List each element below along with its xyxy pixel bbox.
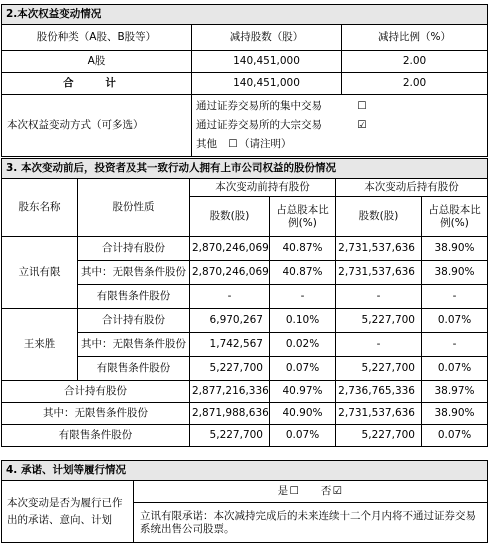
total-nature: 有限售条件股份 [2,425,190,447]
after-shares: 5,227,700 [336,425,422,447]
before-shares: 2,870,246,069 [190,261,270,285]
table-row [2,51,488,73]
table-row [2,403,488,425]
before-ratio: - [270,285,336,309]
total-row [2,73,488,95]
share-nature: 有限售条件股份 [78,357,190,381]
total-label: 合 计 [2,73,192,95]
total-ratio-cell: 2.00 [342,73,488,95]
no-label: 否 [320,485,332,497]
checkbox-unchecked-icon[interactable]: ☐ [228,138,238,150]
total-shares-cell: 140,451,000 [192,73,342,95]
method-options [192,95,488,157]
method-row [2,95,488,157]
before-ratio: 40.97% [270,381,336,403]
after-shares: 2,731,537,636 [336,403,422,425]
before-shares: 2,877,216,336 [190,381,270,403]
share-nature: 其中：无限售条件股份 [78,261,190,285]
share-nature: 合计持有股份 [78,237,190,261]
method-label: 本次权益变动方式（可多选） [2,95,192,157]
section-4-title: 4. 承诺、计划等履行情况 [2,461,488,481]
before-ratio: 0.10% [270,309,336,333]
header-after-change: 本次变动后持有股份 [336,179,488,197]
before-ratio: 40.87% [270,237,336,261]
header-before-change: 本次变动前持有股份 [190,179,336,197]
header-after-ratio: 占总股本比例(%) [422,197,488,237]
total-nature: 合计持有股份 [2,381,190,403]
after-shares: 2,736,765,336 [336,381,422,403]
header-holder-name: 股东名称 [2,179,78,237]
table-row [2,381,488,403]
before-ratio: 40.90% [270,403,336,425]
yes-label: 是 [277,485,289,497]
method-other-note: （请注明） [239,138,292,150]
reduced-shares-cell: 140,451,000 [192,51,342,73]
method-option-label: 通过证券交易所的大宗交易 [196,119,322,131]
method-option-label: 通过证券交易所的集中交易 [196,100,322,112]
section-3-table [1,158,488,447]
reduced-ratio-cell: 2.00 [342,51,488,73]
share-type-cell: A股 [2,51,192,73]
before-shares: - [190,285,270,309]
commitment-question: 本次变动是否为履行已作出的承诺、意向、计划 [2,481,134,543]
method-option-other[interactable] [192,135,487,154]
before-ratio: 0.07% [270,357,336,381]
share-nature: 有限售条件股份 [78,285,190,309]
before-ratio: 0.07% [270,425,336,447]
commitment-choice [134,481,488,503]
commitment-row [2,481,488,503]
section-2-header-row [2,25,488,51]
after-shares: 2,731,537,636 [336,261,422,285]
method-other-label: 其他 [196,138,217,150]
section-2-table [1,4,488,157]
total-nature: 其中：无限售条件股份 [2,403,190,425]
header-share-nature: 股份性质 [78,179,190,237]
after-ratio: 0.07% [422,309,488,333]
after-ratio: - [422,333,488,357]
header-share-type: 股份种类（A股、B股等） [2,25,192,51]
before-shares: 2,870,246,069 [190,237,270,261]
checkbox-unchecked-icon[interactable]: ☐ [289,485,299,497]
after-ratio: 38.90% [422,403,488,425]
section-2-title: 2.本次权益变动情况 [2,5,488,25]
share-nature: 其中：无限售条件股份 [78,333,190,357]
after-ratio: 38.97% [422,381,488,403]
header-after-shares: 股数(股) [336,197,422,237]
checkbox-checked-icon[interactable]: ☑ [332,485,343,497]
before-shares: 2,871,988,636 [190,403,270,425]
before-shares: 5,227,700 [190,357,270,381]
table-row [2,425,488,447]
holder-name: 立讯有限 [2,237,78,309]
after-ratio: 38.90% [422,261,488,285]
before-shares: 1,742,567 [190,333,270,357]
after-shares: 5,227,700 [336,357,422,381]
checkbox-unchecked-icon[interactable]: ☐ [357,100,367,112]
header-reduced-ratio: 减持比例（%） [342,25,488,51]
section-4-table [1,460,488,543]
before-ratio: 40.87% [270,261,336,285]
section-3-title: 3. 本次变动前后，投资者及其一致行动人拥有上市公司权益的股份情况 [2,159,488,179]
table-row [2,309,488,333]
header-reduced-shares: 减持股数（股） [192,25,342,51]
before-shares: 6,970,267 [190,309,270,333]
header-before-ratio: 占总股本比例(%) [270,197,336,237]
after-ratio: 38.90% [422,237,488,261]
table-row [2,237,488,261]
commitment-note: 立讯有限承诺：本次减持完成后的未来连续十二个月内将不通过证券交易系统出售公司股票。 [134,503,488,543]
after-ratio: - [422,285,488,309]
before-shares: 5,227,700 [190,425,270,447]
share-nature: 合计持有股份 [78,309,190,333]
checkbox-checked-icon[interactable]: ☑ [357,119,367,131]
after-shares: - [336,285,422,309]
before-ratio: 0.02% [270,333,336,357]
after-shares: 2,731,537,636 [336,237,422,261]
after-shares: - [336,333,422,357]
after-ratio: 0.07% [422,357,488,381]
method-option-block-trade[interactable] [192,116,487,135]
method-option-centralized[interactable] [192,97,487,116]
after-ratio: 0.07% [422,425,488,447]
holder-name: 王来胜 [2,309,78,381]
section-3-header-row [2,179,488,197]
after-shares: 5,227,700 [336,309,422,333]
header-before-shares: 股数(股) [190,197,270,237]
